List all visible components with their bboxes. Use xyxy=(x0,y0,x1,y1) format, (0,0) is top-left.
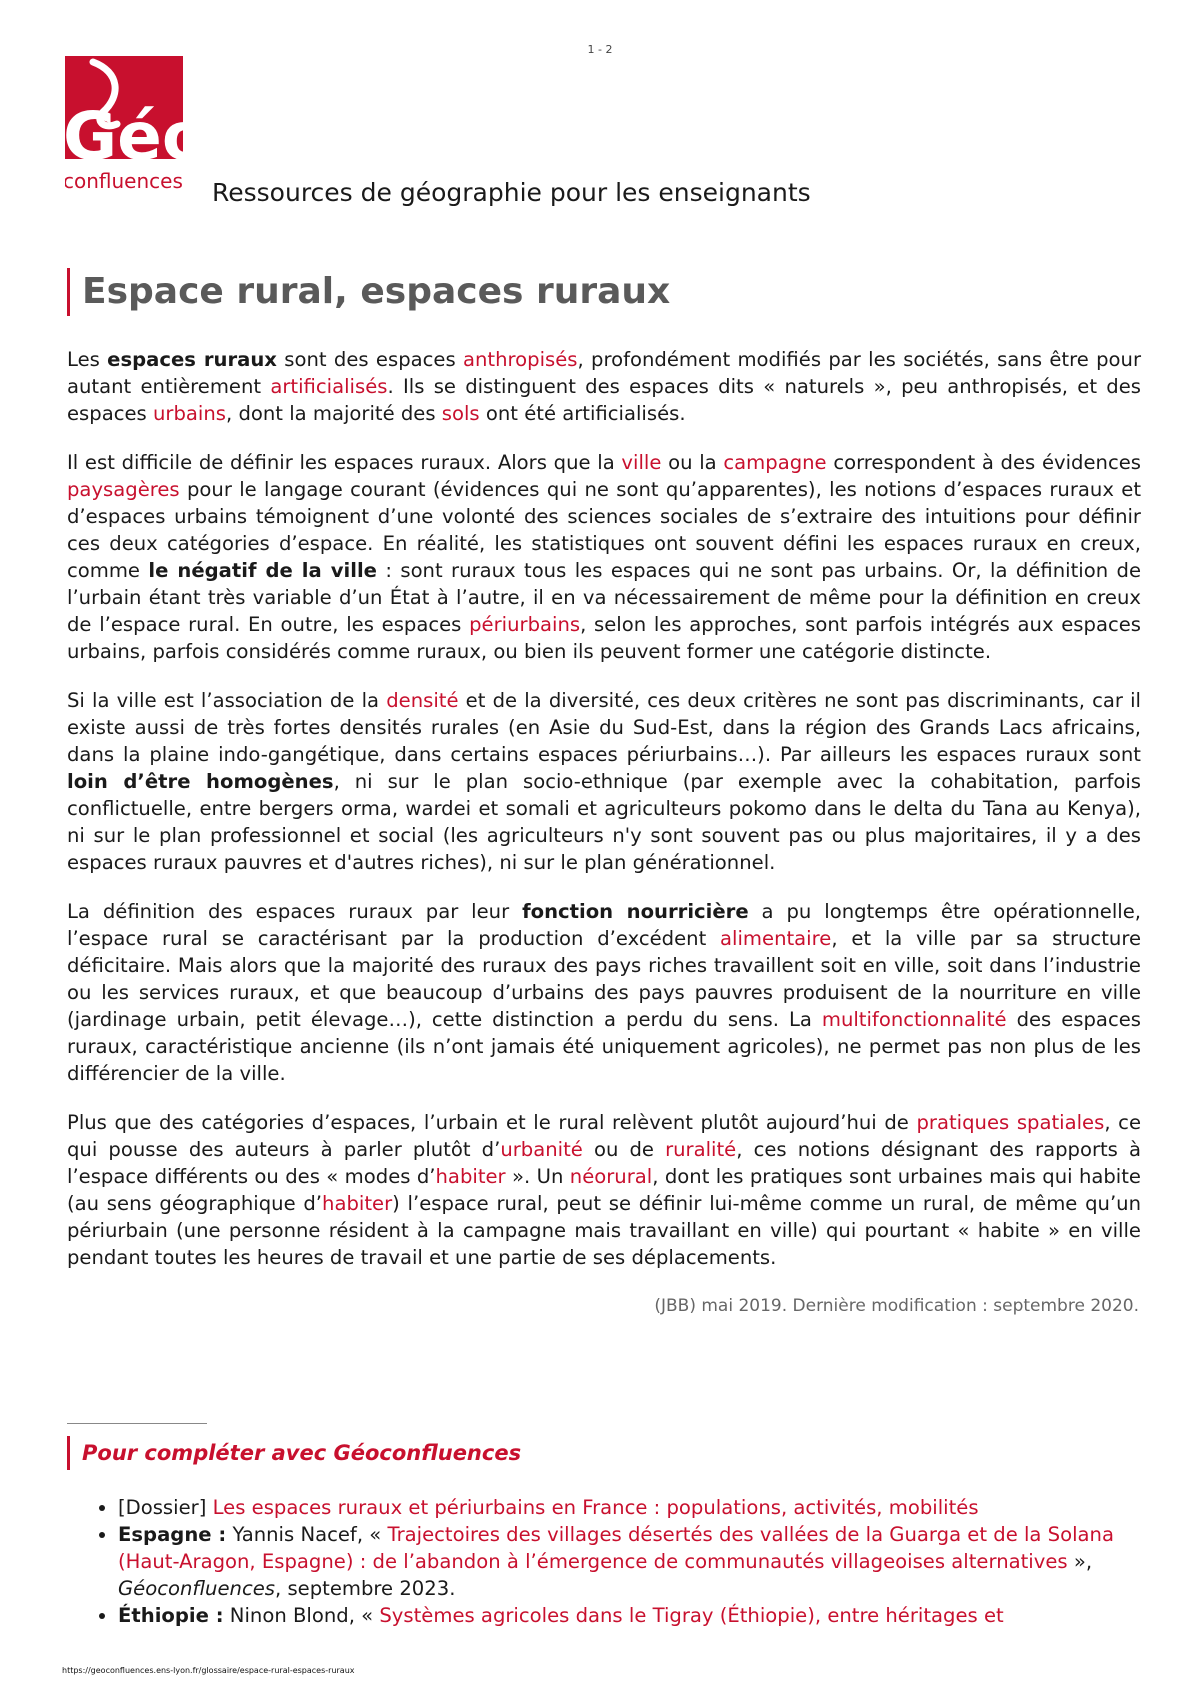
glossary-link[interactable]: Les espaces ruraux et périurbains en France : populations, activités, mobilités xyxy=(212,1496,979,1519)
glossary-link[interactable]: Trajectoires des villages désertés des vallées de la Guarga et de la Solana (Haut-Aragon, Espagne) : de l’abandon à l’émergence de communautés villageoises alternatives xyxy=(118,1523,1114,1573)
article-body xyxy=(67,346,1141,1320)
text-run: Plus que des catégories d’espaces, l’urbain et le rural relèvent plutôt aujourd’hui de xyxy=(67,1111,917,1134)
page-number: 1 - 2 xyxy=(587,43,613,56)
glossary-link[interactable]: urbanité xyxy=(500,1138,583,1161)
glossary-link[interactable]: artificialisés xyxy=(270,375,388,398)
glossary-link[interactable]: urbains xyxy=(152,402,226,425)
text-run: , ni sur le plan socio-ethnique (par exemple avec la cohabitation, parfois conflictuelle, entre bergers orma, wardei et somali et agriculteurs pokomo dans le delta du Tana au Kenya), ni sur le plan professionnel et social (les agriculteurs n'y sont souvent pas ou plus majoritaires, il y a des espaces ruraux pauvres et d'autres riches), ni sur le plan générationnel. xyxy=(67,770,1141,874)
text-run: . Ils se distinguent des espaces dits « naturels », peu anthropisés, et des espaces xyxy=(67,375,1142,425)
text-run: Il est difficile de définir les espaces ruraux. Alors que la xyxy=(67,451,622,474)
related-heading-block xyxy=(67,1436,1141,1470)
section-divider xyxy=(67,1423,207,1424)
italic-text: Géoconfluences xyxy=(118,1577,275,1600)
text-run: [Dossier] xyxy=(118,1496,213,1519)
text-run: correspondent à des évidences xyxy=(826,451,1141,474)
text-run: et de la diversité, ces deux critères ne sont pas discriminants, car il existe aussi de très fortes densités rurales (en Asie du Sud-Est, dans la région des Grands Lacs africains, dans la plaine indo-gangétique, dans certains espaces périurbains…). Par ailleurs les espaces ruraux sont xyxy=(67,689,1141,766)
list-item xyxy=(118,1521,1141,1602)
text-run: , selon les approches, sont parfois intégrés aux espaces urbains, parfois considérés comme ruraux, ou bien ils peuvent former une catégorie distincte. xyxy=(67,613,1141,663)
paragraph xyxy=(67,687,1141,876)
text-run: pour le langage courant (évidences qui ne sont qu’apparentes), les notions d’espaces ruraux et d’espaces urbains témoignent d’une volonté des sciences sociales de s’extraire des intuitions pour définir ces deux catégories d’espace. En réalité, les statistiques ont souvent défini les espaces ruraux en creux, comme xyxy=(67,478,1141,582)
text-run: sont des espaces xyxy=(276,348,463,371)
paragraph xyxy=(67,346,1141,427)
text-run: , ces notions désignant des rapports à l’espace différents ou des « modes d’ xyxy=(67,1138,1142,1188)
logo-text-bottom: confluences xyxy=(65,169,183,193)
bold-text: espaces ruraux xyxy=(107,348,277,371)
text-run: La définition des espaces ruraux par leur xyxy=(67,900,523,923)
text-run: ont été artificialisés. xyxy=(479,402,686,425)
title-block xyxy=(67,268,670,316)
glossary-link[interactable]: sols xyxy=(441,402,480,425)
text-run: , ce qui pousse des auteurs à parler plutôt d’ xyxy=(67,1111,1141,1161)
related-section xyxy=(67,1423,1141,1629)
paragraph xyxy=(67,1109,1141,1271)
bold-text: loin d’être homogènes xyxy=(67,770,334,793)
text-run: , dont la majorité des xyxy=(225,402,442,425)
geoconfluences-logo[interactable] xyxy=(65,56,195,208)
glossary-link[interactable]: périurbains xyxy=(469,613,581,636)
glossary-link[interactable]: campagne xyxy=(723,451,827,474)
glossary-link[interactable]: ruralité xyxy=(665,1138,737,1161)
glossary-link[interactable]: habiter xyxy=(322,1192,393,1215)
text-run: , dont les pratiques sont urbaines mais qui habite (au sens géographique d’ xyxy=(67,1165,1141,1215)
list-item xyxy=(118,1602,1141,1629)
paragraph xyxy=(67,449,1141,665)
text-run: ou la xyxy=(661,451,724,474)
bold-text: fonction nourricière xyxy=(522,900,749,923)
glossary-link[interactable]: multifonctionnalité xyxy=(821,1008,1007,1031)
glossary-link[interactable]: ville xyxy=(621,451,662,474)
text-run: Yannis Nacef, « xyxy=(226,1523,388,1546)
text-run: ) l’espace rural, peut se définir lui-même comme un rural, de même qu’un périurbain (une personne résident à la campagne mais travaillant en ville) qui pourtant « habite » en ville pendant toutes les heures de travail et une partie de ses déplacements. xyxy=(67,1192,1142,1269)
site-tagline: Ressources de géographie pour les enseignants xyxy=(212,178,811,207)
credit-line: (JBB) mai 2019. Dernière modification : septembre 2020. xyxy=(654,1296,1139,1316)
related-heading: Pour compléter avec Géoconfluences xyxy=(82,1441,522,1465)
glossary-link[interactable]: pratiques spatiales xyxy=(916,1111,1105,1134)
text-run: , et la ville par sa structure déficitaire. Mais alors que la majorité des ruraux des pays riches travaillent soit en ville, soit dans l’industrie ou les services ruraux, et que beaucoup d’urbains des pays pauvres produisent de la nourriture en ville (jardinage urbain, petit élevage…), cette distinction a perdu du sens. La xyxy=(67,927,1141,1031)
text-run: Ninon Blond, « xyxy=(223,1604,380,1627)
footer-url: https://geoconfluences.ens-lyon.fr/glossaire/espace-rural-espaces-ruraux xyxy=(62,1666,355,1675)
text-run: », xyxy=(1067,1550,1093,1573)
article-paragraphs xyxy=(67,346,1141,1271)
text-run: des espaces ruraux, caractéristique ancienne (ils n’ont jamais été uniquement agricoles), ne permet pas non plus de les différencier de la ville. xyxy=(67,1008,1141,1085)
glossary-link[interactable]: Systèmes agricoles dans le Tigray (Éthiopie), entre héritages et xyxy=(379,1604,1004,1627)
page-title: Espace rural, espaces ruraux xyxy=(82,271,671,312)
glossary-link[interactable]: densité xyxy=(386,689,459,712)
related-list xyxy=(67,1494,1141,1629)
glossary-link[interactable]: alimentaire xyxy=(720,927,832,950)
text-run: Si la ville est l’association de la xyxy=(67,689,387,712)
glossary-link[interactable]: paysagères xyxy=(67,478,180,501)
paragraph xyxy=(67,898,1141,1087)
text-run: a pu longtemps être opérationnelle, l’espace rural se caractérisant par la production d’excédent xyxy=(67,900,1141,950)
list-item xyxy=(118,1494,1141,1521)
text-run: Les xyxy=(67,348,108,371)
glossary-link[interactable]: habiter xyxy=(435,1165,506,1188)
logo-graphic xyxy=(65,56,195,208)
text-run: , septembre 2023. xyxy=(275,1577,456,1600)
logo-text-top: Géo xyxy=(65,98,195,175)
glossary-link[interactable]: néorural xyxy=(569,1165,653,1188)
glossary-link[interactable]: anthropisés xyxy=(463,348,578,371)
text-run: : sont ruraux tous les espaces qui ne sont pas urbains. Or, la définition de l’urbain étant très variable d’un État à l’autre, il en va nécessairement de même pour la définition en creux de l’espace rural. En outre, les espaces xyxy=(67,559,1142,636)
bold-text: Espagne : xyxy=(118,1523,227,1546)
bold-text: Éthiopie : xyxy=(118,1604,224,1627)
text-run: ». Un xyxy=(505,1165,570,1188)
bold-text: le négatif de la ville xyxy=(148,559,377,582)
text-run: ou de xyxy=(582,1138,666,1161)
text-run: , profondément modifiés par les sociétés, sans être pour autant entièrement xyxy=(67,348,1141,398)
